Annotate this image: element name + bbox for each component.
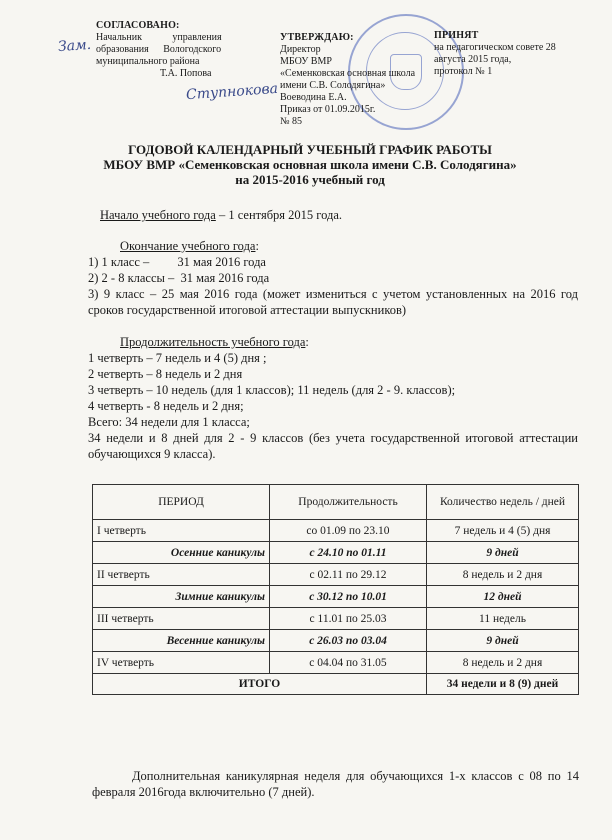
approval-middle-line: Приказ от 01.09.2015г. [280,104,376,115]
weeks-cell: 7 недель и 4 (5) дня [427,520,579,542]
signature: Ступнокова [185,80,279,104]
accepted-line: августа 2015 года, [434,54,512,65]
start-value: – 1 сентября 2015 года. [215,208,343,222]
total-value: 34 недели и 8 (9) дней [427,674,579,695]
table-row [93,520,579,542]
end-of-year [88,238,578,318]
period-cell: Весенние каникулы [93,630,270,652]
accepted-title: ПРИНЯТ [434,30,479,41]
duration-colon: : [305,335,309,349]
document-title [40,142,580,187]
document-title-line: на 2015-2016 учебный год [235,172,385,187]
approval-left-line: образования Вологодского [96,44,222,55]
approval-block-middle [280,32,440,128]
duration-item: 1 четверть – 7 недель и 4 (5) дня ; [88,351,267,365]
approval-left-line: Начальник управления [96,32,222,43]
duration-heading [88,334,578,350]
column-header: ПЕРИОД [93,485,270,520]
column-header: Продолжительность [270,485,427,520]
dates-cell: с 04.04 по 31.05 [270,652,427,674]
approval-middle-line: имени С.В. Солодягина» [280,80,386,91]
dates-cell: с 26.03 по 03.04 [270,630,427,652]
approval-middle-title: УТВЕРЖДАЮ: [280,32,354,43]
approval-left-title: СОГЛАСОВАНО: [96,20,180,31]
start-label: Начало учебного года [100,208,216,222]
dates-cell: с 24.10 по 01.11 [270,542,427,564]
duration-label: Продолжительность учебного года [120,335,306,349]
period-cell: Осенние каникулы [93,542,270,564]
table-row [93,542,579,564]
weeks-cell: 12 дней [427,586,579,608]
end-label: Окончание учебного года [120,239,256,253]
dates-cell: с 30.12 по 10.01 [270,586,427,608]
approval-left-line: муниципального района [96,56,200,67]
approval-middle-line: Воеводина Е.А. [280,92,347,103]
approval-middle-line: «Семенковская основная школа [280,68,416,79]
table-row [93,586,579,608]
end-colon: : [255,239,259,253]
weeks-cell: 8 недель и 2 дня [427,564,579,586]
weeks-cell: 11 недель [427,608,579,630]
accepted-block-right [434,30,594,78]
footer-note: Дополнительная каникулярная неделя для обучающихся 1-х классов с 08 по 14 февраля 2016года включительно (7 дней). [92,769,579,799]
document-title-line: МБОУ ВМР «Семенковская основная школа имени С.В. Солодягина» [103,157,517,172]
duration-item: 4 четверть - 8 недель и 2 дня; [88,399,244,413]
period-cell: Зимние каникулы [93,586,270,608]
end-item: 2) 2 - 8 классы – 31 мая 2016 года [88,271,270,285]
weeks-cell: 9 дней [427,630,579,652]
table-row [93,608,579,630]
table-row [93,630,579,652]
approval-middle-line: МБОУ ВМР [280,56,332,67]
duration-item: 3 четверть – 10 недель (для 1 классов); 11 недель (для 2 - 9. классов); [88,383,456,397]
duration-item: 34 недели и 8 дней для 2 - 9 классов (без учета государственной итоговой аттестации обучающихся 9 класса). [88,431,578,461]
handwritten-note: Зам. [57,36,92,56]
start-of-year [100,207,580,223]
dates-cell: с 11.01 по 25.03 [270,608,427,630]
end-item: 1) 1 класс – 31 мая 2016 года [88,255,266,269]
dates-cell: со 01.09 по 23.10 [270,520,427,542]
accepted-line: протокол № 1 [434,66,493,77]
approval-middle-line: Директор [280,44,321,55]
end-item: 3) 9 класс – 25 мая 2016 года (может измениться с учетом установленных на 2016 год сроков государственной итоговой аттестации выпускников) [88,287,578,317]
weeks-cell: 8 недель и 2 дня [427,652,579,674]
year-duration [88,334,578,462]
approval-block-left [96,20,266,80]
end-heading [88,238,578,254]
period-cell: IV четверть [93,652,270,674]
period-cell: II четверть [93,564,270,586]
duration-item: 2 четверть – 8 недель и 2 дня [88,367,243,381]
total-label: ИТОГО [93,674,427,695]
document-title-line: ГОДОВОЙ КАЛЕНДАРНЫЙ УЧЕБНЫЙ ГРАФИК РАБОТЫ [128,142,492,157]
approval-middle-line: № 85 [280,116,303,127]
duration-item: Всего: 34 недели для 1 класса; [88,415,250,429]
column-header: Количество недель / дней [427,485,579,520]
approval-left-line: Т.А. Попова [160,68,212,79]
weeks-cell: 9 дней [427,542,579,564]
period-cell: III четверть [93,608,270,630]
table-row [93,652,579,674]
table-total-row [93,674,579,695]
table-header-row [93,485,579,520]
schedule-table [92,484,579,695]
period-cell: I четверть [93,520,270,542]
accepted-line: на педагогическом совете 28 [434,42,556,53]
table-row [93,564,579,586]
dates-cell: с 02.11 по 29.12 [270,564,427,586]
